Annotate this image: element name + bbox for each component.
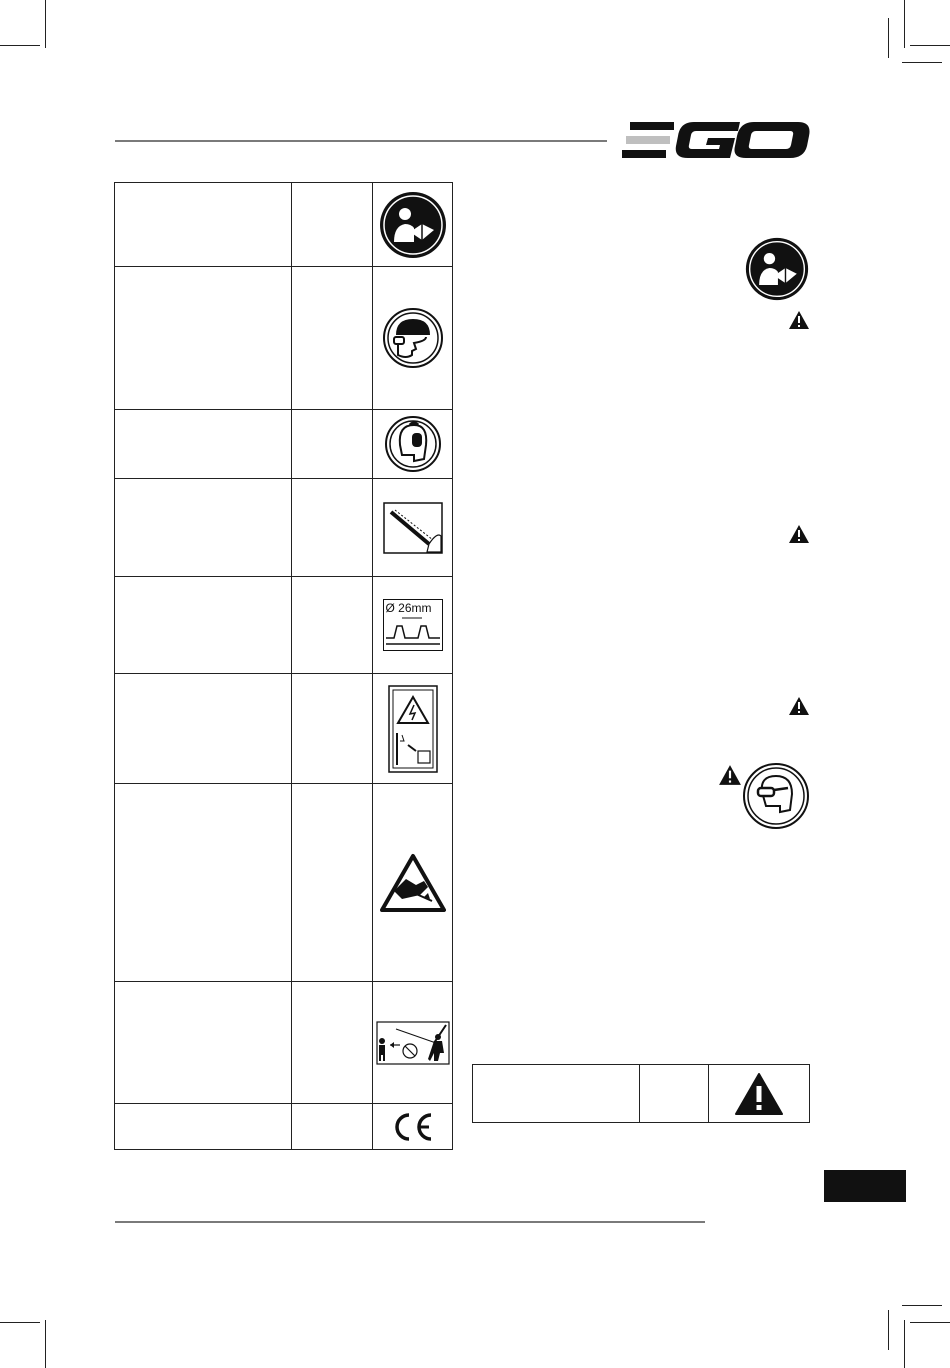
table-row bbox=[115, 577, 453, 674]
ego-logo bbox=[622, 118, 810, 162]
warning-table bbox=[472, 1064, 810, 1123]
symbol-description bbox=[115, 1104, 292, 1150]
warning-description bbox=[473, 1065, 640, 1123]
table-row bbox=[115, 479, 453, 577]
table-row bbox=[473, 1065, 810, 1123]
crop-mark bbox=[0, 45, 40, 46]
symbols-table bbox=[114, 182, 453, 1150]
crop-mark bbox=[45, 1320, 46, 1368]
crop-mark bbox=[45, 0, 46, 48]
footer-rule bbox=[115, 1221, 705, 1223]
table-row bbox=[115, 267, 453, 410]
warning-icon bbox=[788, 310, 810, 330]
read-manual-icon bbox=[378, 190, 448, 260]
symbol-name bbox=[292, 410, 373, 479]
warning-icon bbox=[718, 764, 742, 786]
crop-mark bbox=[910, 45, 950, 46]
table-row bbox=[115, 674, 453, 784]
cutting-diameter-icon bbox=[383, 599, 443, 651]
symbol-name bbox=[292, 183, 373, 267]
crop-mark bbox=[888, 1310, 889, 1350]
warning-name bbox=[640, 1065, 709, 1123]
symbol-description bbox=[115, 674, 292, 784]
symbol-description bbox=[115, 577, 292, 674]
eye-protection-icon bbox=[742, 762, 810, 830]
symbol-description bbox=[115, 479, 292, 577]
crop-mark bbox=[0, 1322, 40, 1323]
symbol-name bbox=[292, 267, 373, 410]
symbol-name bbox=[292, 1104, 373, 1150]
warning-icon bbox=[788, 696, 810, 716]
bystander-distance-icon bbox=[376, 1021, 450, 1065]
symbol-description bbox=[115, 784, 292, 982]
ear-protection-icon bbox=[384, 415, 442, 473]
warning-triangle-icon bbox=[734, 1072, 784, 1116]
symbol-description bbox=[115, 410, 292, 479]
page-number-box bbox=[824, 1170, 906, 1202]
symbol-name bbox=[292, 674, 373, 784]
crop-mark bbox=[910, 1322, 950, 1323]
crop-mark bbox=[902, 1305, 942, 1306]
symbol-description bbox=[115, 267, 292, 410]
crop-mark bbox=[904, 1320, 905, 1368]
diameter-label: Ø 26mm bbox=[385, 601, 432, 615]
table-row bbox=[115, 1104, 453, 1150]
warning-icon bbox=[788, 524, 810, 544]
table-row bbox=[115, 183, 453, 267]
power-line-distance-icon bbox=[388, 685, 438, 773]
symbol-name bbox=[292, 982, 373, 1104]
symbol-name bbox=[292, 577, 373, 674]
ce-mark-icon bbox=[391, 1111, 435, 1143]
symbol-name bbox=[292, 784, 373, 982]
table-row bbox=[115, 410, 453, 479]
read-manual-icon bbox=[744, 236, 810, 302]
hedge-blade-icon bbox=[383, 502, 443, 554]
table-row bbox=[115, 982, 453, 1104]
crop-mark bbox=[888, 18, 889, 58]
symbol-name bbox=[292, 479, 373, 577]
symbol-description bbox=[115, 982, 292, 1104]
crop-mark bbox=[904, 0, 905, 48]
eye-head-protection-icon bbox=[382, 307, 444, 369]
symbol-description bbox=[115, 183, 292, 267]
hand-cut-warning-icon bbox=[380, 853, 446, 913]
header-rule bbox=[115, 140, 607, 142]
crop-mark bbox=[902, 62, 942, 63]
table-row bbox=[115, 784, 453, 982]
